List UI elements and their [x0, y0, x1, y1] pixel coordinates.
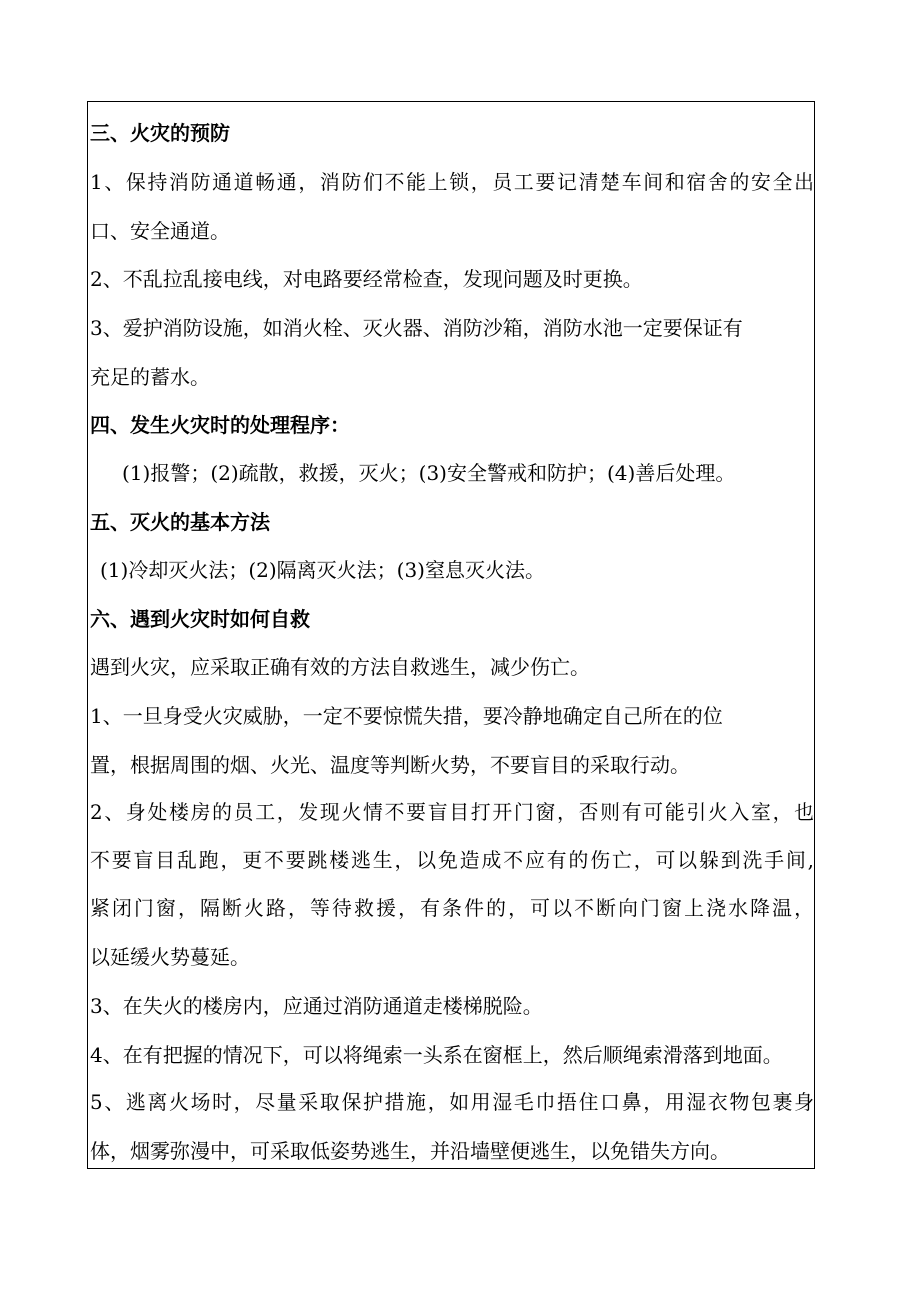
paragraph-line: 体，烟雾弥漫中，可采取低姿势逃生，并沿墙壁便逃生，以免错失方向。 [90, 1139, 730, 1163]
paragraph-line: 2、身处楼房的员工，发现火情不要盲目打开门窗，否则有可能引火入室，也 [90, 801, 814, 824]
paragraph-line: 紧闭门窗，隔断火路，等待救援，有条件的，可以不断向门窗上浇水降温， [90, 897, 814, 920]
section-heading-methods: 五、灭火的基本方法 [90, 510, 270, 534]
paragraph-line: 5、逃离火场时，尽量采取保护措施，如用湿毛巾捂住口鼻，用湿衣物包裹身 [90, 1091, 814, 1114]
paragraph-line: (1)报警；(2)疏散，救援，灭火；(3)安全警戒和防护；(4)善后处理。 [122, 461, 736, 485]
paragraph-line: 3、爱护消防设施，如消火栓、灭火器、消防沙箱，消防水池一定要保证有 [90, 316, 743, 340]
section-heading-procedure: 四、发生火灾时的处理程序： [90, 413, 350, 437]
paragraph-line: 1、一旦身受火灾威胁，一定不要惊慌失措，要冷静地确定自己所在的位 [90, 704, 723, 728]
paragraph-line: 以延缓火势蔓延。 [90, 945, 250, 969]
paragraph-line: (1)冷却灭火法；(2)隔离灭火法；(3)窒息灭火法。 [100, 558, 545, 582]
paragraph-line: 2、不乱拉乱接电线，对电路要经常检查，发现问题及时更换。 [90, 267, 643, 291]
section-heading-self-rescue: 六、遇到火灾时如何自救 [90, 607, 310, 631]
paragraph-line: 3、在失火的楼房内，应通过消防通道走楼梯脱险。 [90, 994, 543, 1018]
section-heading-prevention: 三、火灾的预防 [90, 121, 230, 145]
paragraph-line: 口、安全通道。 [90, 219, 230, 243]
paragraph-line: 遇到火灾，应采取正确有效的方法自救逃生，减少伤亡。 [90, 655, 590, 679]
paragraph-line: 不要盲目乱跑，更不要跳楼逃生，以免造成不应有的伤亡，可以躲到洗手间, [90, 849, 814, 872]
paragraph-line: 4、在有把握的情况下，可以将绳索一头系在窗框上，然后顺绳索滑落到地面。 [90, 1043, 783, 1067]
paragraph-line: 1、保持消防通道畅通，消防们不能上锁，员工要记清楚车间和宿舍的安全出 [90, 171, 814, 194]
paragraph-line: 充足的蓄水。 [90, 365, 210, 389]
paragraph-line: 置，根据周围的烟、火光、温度等判断火势，不要盲目的采取行动。 [90, 753, 690, 777]
